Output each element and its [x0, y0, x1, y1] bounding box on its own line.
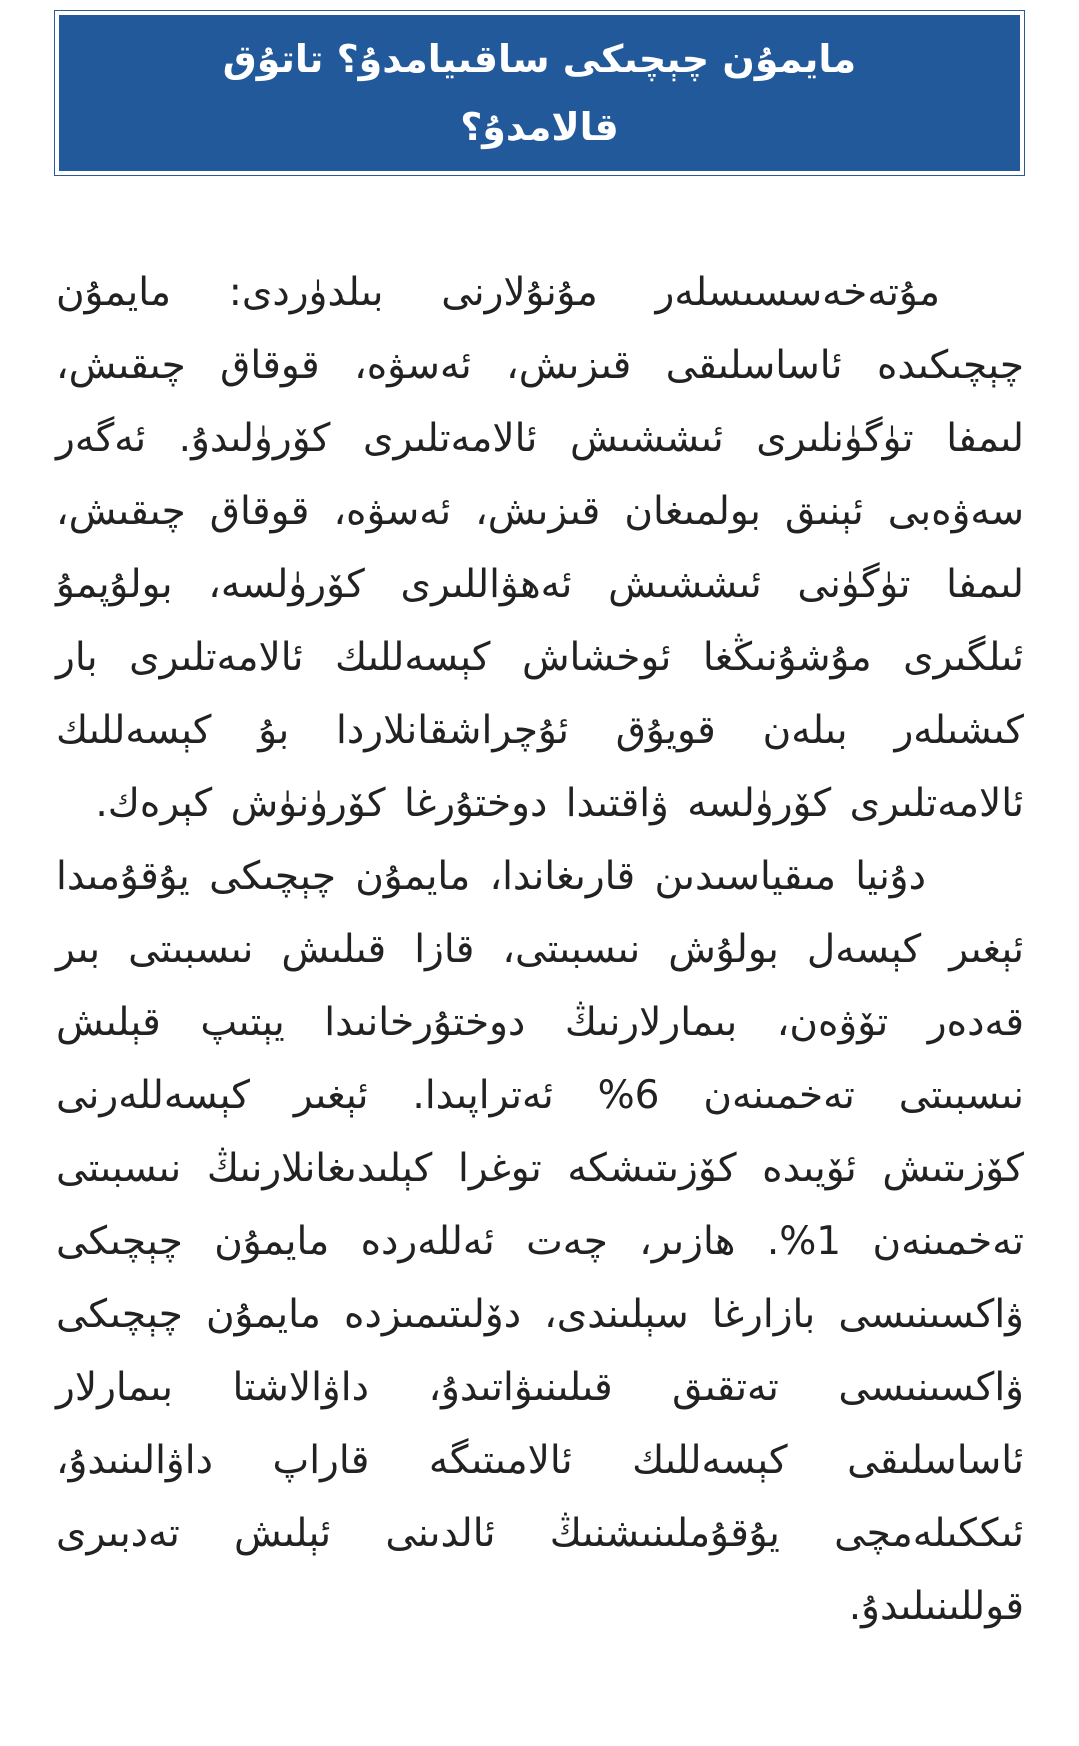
article-title: مايمۇن چېچىكى ساقىيامدۇ؟ تاتۇق قالامدۇ؟ — [222, 37, 857, 149]
paragraph-statistics: دۇنيا مىقياسىدىن قارىغاندا، مايمۇن چېچىكى يۇقۇمىدا ئېغىر كېسەل بولۇش نىسبىتى، قازا قىلىش نىسبىتى بىر قەدەر تۆۋەن، بىمارلارنىڭ دوختۇرخانىدا يېتىپ قېلىش نىسبىتى تەخمىنەن 6% ئەتراپىدا. ئېغىر كېسەللەرنى كۆزىتىش ئۆيىدە كۆزىتىشكە توغرا كېلىدىغانلارنىڭ نىسبىتى تەخمىنەن 1%. ھازىر، چەت ئەللەردە مايمۇن چېچىكى ۋاكسىنىسى بازارغا سېلىندى، دۆلىتىمىزدە مايمۇن چېچىكى ۋاكسىنىسى تەتقىق قىلىنىۋاتىدۇ، داۋالاشتا بىمارلار ئاساسلىقى كېسەللىك ئالامىتىگە قاراپ داۋالىنىدۇ، ئىككىلەمچى يۇقۇملىنىشنىڭ ئالدىنى ئېلىش تەدبىرى قوللىنىلىدۇ. — [56, 854, 1024, 1629]
article-body — [56, 256, 1024, 1643]
title-box — [54, 10, 1025, 176]
title-banner — [59, 15, 1020, 171]
paragraph-symptoms: مۇتەخەسسىسلەر مۇنۇلارنى بىلدۈردى: مايمۇن چېچىكىدە ئاساسلىقى قىزىش، ئەسۋە، قوقاق چىقىش، لىمفا تۈگۈنلىرى ئىششىش ئالامەتلىرى كۆرۈلىدۇ. ئەگەر سەۋەبى ئېنىق بولمىغان قىزىش، ئەسۋە، قوقاق چىقىش، لىمفا تۈگۈنى ئىششىش ئەھۋاللىرى كۆرۈلسە، بولۇپمۇ ئىلگىرى مۇشۇنىڭغا ئوخشاش كېسەللىك ئالامەتلىرى بار كىشىلەر بىلەن قويۇق ئۇچراشقانلاردا بۇ كېسەللىك ئالامەتلىرى كۆرۈلسە ۋاقتىدا دوختۇرغا كۆرۈنۈش كېرەك. — [56, 270, 1024, 826]
